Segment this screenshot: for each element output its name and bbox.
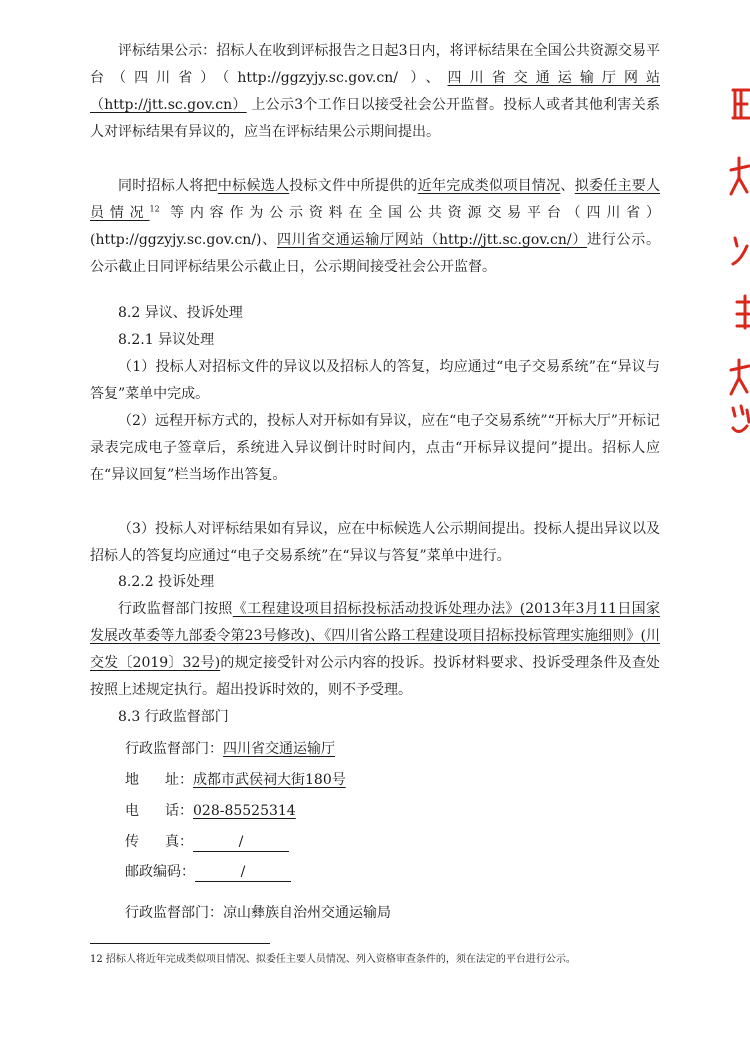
footnote-reference[interactable]: 12 — [149, 204, 160, 214]
dept1-phone-row: 电 话：028-85525314 — [125, 803, 296, 819]
footnote-divider — [90, 943, 270, 944]
paragraph-complaint-handling: 行政监督部门按照《工程建设项目招标投标活动投诉处理办法》(2013年3月11日国家发展改革委等九部委令第23号修改)、《四川省公路工程建设项目招标投标管理实施细则》(川交发〔2019〕32号)的规定接受针对公示内容的投诉。投诉材料要求、投诉受理条件及查处按照上述规定执行。超出投诉时效的，则不予受理。 — [90, 601, 661, 698]
paragraph-evaluation-result-publicity: 评标结果公示：招标人在收到评标报告之日起3日内，将评标结果在全国公共资源交易平台（四川省）（http://ggzyjy.sc.gov.cn/ ）、四川省交通运输厅网站（http://jtt.sc.gov.cn） 上公示3个工作日以接受社会公开监督。投标人或者其他利害关系人对评标结果有异议的，应当在评标结果公示期间提出。 — [90, 43, 660, 140]
dept1-name-row: 行政监督部门：四川省交通运输厅 — [125, 741, 335, 757]
dept2-name-row: 行政监督部门：凉山彝族自治州交通运输局 — [125, 905, 391, 921]
footnote-12: 12 招标人将近年完成类似项目情况、拟委任主要人员情况、列入资格审查条件的，须在法定的平台进行公示。 — [90, 954, 576, 965]
link-sichuan-transport-department[interactable]: 四川省交通运输厅网站（http://jtt.sc.gov.cn） — [90, 70, 660, 113]
section-heading-8-3: 8.3 行政监督部门 — [118, 709, 229, 725]
dept1-address-row: 地 址：成都市武侯祠大街180号 — [125, 772, 346, 788]
section-heading-8-2: 8.2 异议、投诉处理 — [118, 305, 243, 321]
dept1-fax-row: 传 真： / — [125, 830, 289, 854]
paragraph-candidate-publicity: 同时招标人将把中标候选人投标文件中所提供的近年完成类似项目情况、拟委任主要人员情况$^{12}$ 等内容作为公示资料在全国公共资源交易平台（四川省）(http://ggzyjy.sc.gov.cn/)、四川省交通运输厅网站（http://jtt.sc.gov.cn/）进行公示。公示截止日同评标结果公示截止日，公示期间接受社会公开监督。 — [90, 178, 661, 275]
paragraph-objection-2: （2）远程开标方式的，投标人对开标如有异议，应在“电子交易系统”“开标大厅”开标记录表完成电子签章后，系统进入异议倒计时时间内，点击“开标异议提问”提出。招标人应在“异议回复”栏当场作出答复。 — [90, 413, 660, 483]
red-seal-stamp — [727, 70, 750, 410]
paragraph-objection-3: （3）投标人对评标结果如有异议，应在中标候选人公示期间提出。投标人提出异议以及招标人的答复均应通过“电子交易系统”在“异议与答复”菜单中进行。 — [90, 521, 660, 564]
dept1-postcode-row: 邮政编码： / — [125, 860, 291, 884]
section-heading-8-2-1: 8.2.1 异议处理 — [118, 332, 215, 348]
red-seal-stamp-fragment — [727, 402, 750, 482]
section-heading-8-2-2: 8.2.2 投诉处理 — [118, 574, 215, 590]
paragraph-objection-1: （1）投标人对招标文件的异议以及招标人的答复，均应通过“电子交易系统”在“异议与答复”菜单中完成。 — [90, 359, 660, 402]
link-sichuan-transport-department-2[interactable]: 四川省交通运输厅网站（http://jtt.sc.gov.cn/） — [276, 232, 588, 248]
